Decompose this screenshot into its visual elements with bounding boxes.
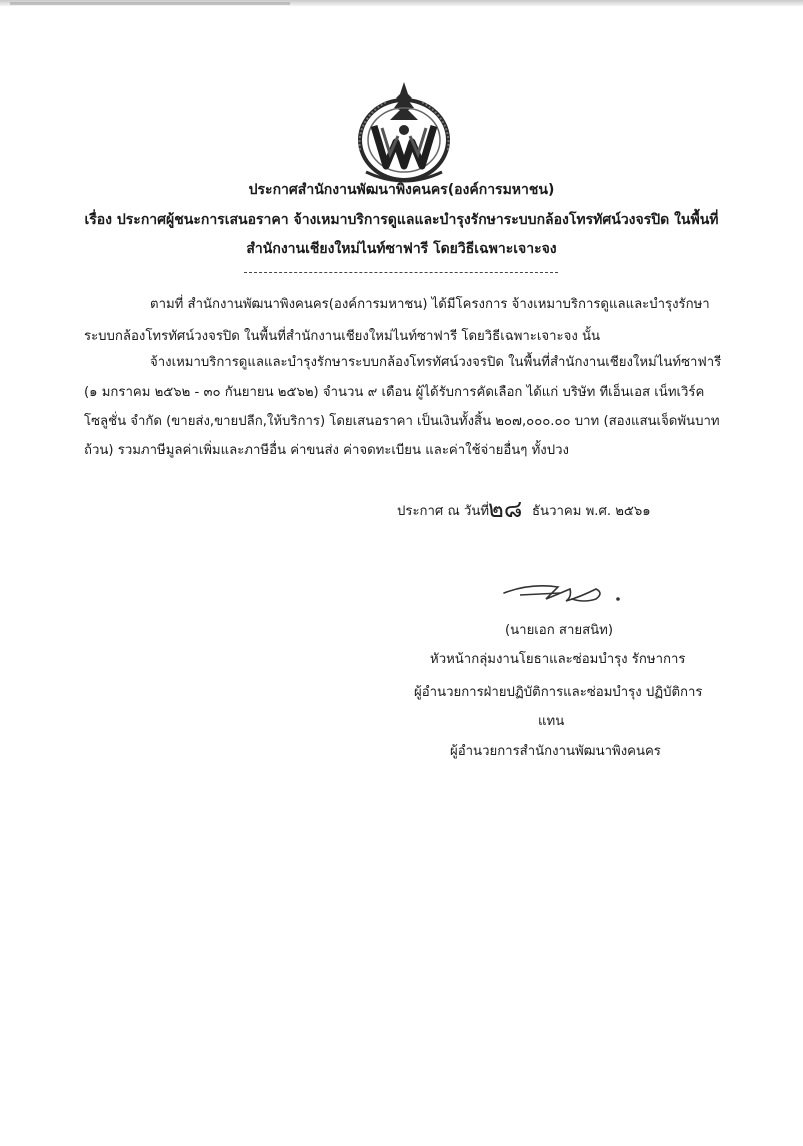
announcement-date-day: ๒๘ [488,495,523,523]
header-divider [244,272,558,273]
signatory-title-4: ผู้อำนวยการสำนักงานพัฒนาพิงคนคร [450,744,661,759]
announcement-date-prefix: ประกาศ ณ วันที่ [397,504,490,519]
announcement-subject-cont: สำนักงานเชียงใหม่ไนท์ซาฟารี โดยวิธีเฉพาะเจาะจง [246,241,557,257]
signatory-title-2: ผู้อำนวยการฝ่ายปฏิบัติการและซ่อมบำรุง ปฏิบัติการ [414,685,703,700]
paragraph-2-line-1: จ้างเหมาบริการดูแลและบำรุงรักษาระบบกล้องโทรทัศน์วงจรปิด ในพื้นที่สำนักงานเชียงใหม่ไนท์ซาฟารี [150,355,722,370]
scan-mark [10,2,290,5]
signatory-title-1: หัวหน้ากลุ่มงานโยธาและซ่อมบำรุง รักษาการ [430,652,686,667]
paragraph-2-line-3: โซลูชั่น จำกัด (ขายส่ง,ขายปลีก,ให้บริการ) โดยเสนอราคา เป็นเงินทั้งสิ้น ๒๐๗,๐๐๐.๐๐ บาท (สองแสนเจ็ดพันบาท [84,414,720,429]
announcement-title: ประกาศสำนักงานพัฒนาพิงคนคร(องค์การมหาชน) [248,182,555,198]
announcement-date-suffix: ธันวาคม พ.ศ. ๒๕๖๑ [532,504,651,519]
paragraph-2-line-4: ถ้วน) รวมภาษีมูลค่าเพิ่มและภาษีอื่น ค่าขนส่ง ค่าจดทะเบียน และค่าใช้จ่ายอื่นๆ ทั้งปวง [84,443,569,458]
paragraph-1-line-1: ตามที่ สำนักงานพัฒนาพิงคนคร(องค์การมหาชน) ได้มีโครงการ จ้างเหมาบริการดูแลและบำรุงรักษา [150,297,710,312]
announcement-subject: เรื่อง ประกาศผู้ชนะการเสนอราคา จ้างเหมาบริการดูแลและบำรุงรักษาระบบกล้องโทรทัศน์วงจรปิด ในพื้นที่ [84,212,719,228]
signatory-title-3: แทน [538,714,565,729]
paragraph-2-line-2: (๑ มกราคม ๒๕๖๒ - ๓๐ กันยายน ๒๕๖๒) จำนวน ๙ เดือน ผู้ได้รับการคัดเลือก ได้แก่ บริษัท ทีเอ็นเอส เน็ทเวิร์ค [84,385,705,400]
paragraph-1-line-2: ระบบกล้องโทรทัศน์วงจรปิด ในพื้นที่สำนักงานเชียงใหม่ไนท์ซาฟารี โดยวิธีเฉพาะเจาะจง นั้น [84,329,600,344]
organization-emblem-icon [346,80,462,192]
handwritten-signature [500,575,630,611]
signatory-name: (นายเอก สายสนิท) [505,623,613,638]
